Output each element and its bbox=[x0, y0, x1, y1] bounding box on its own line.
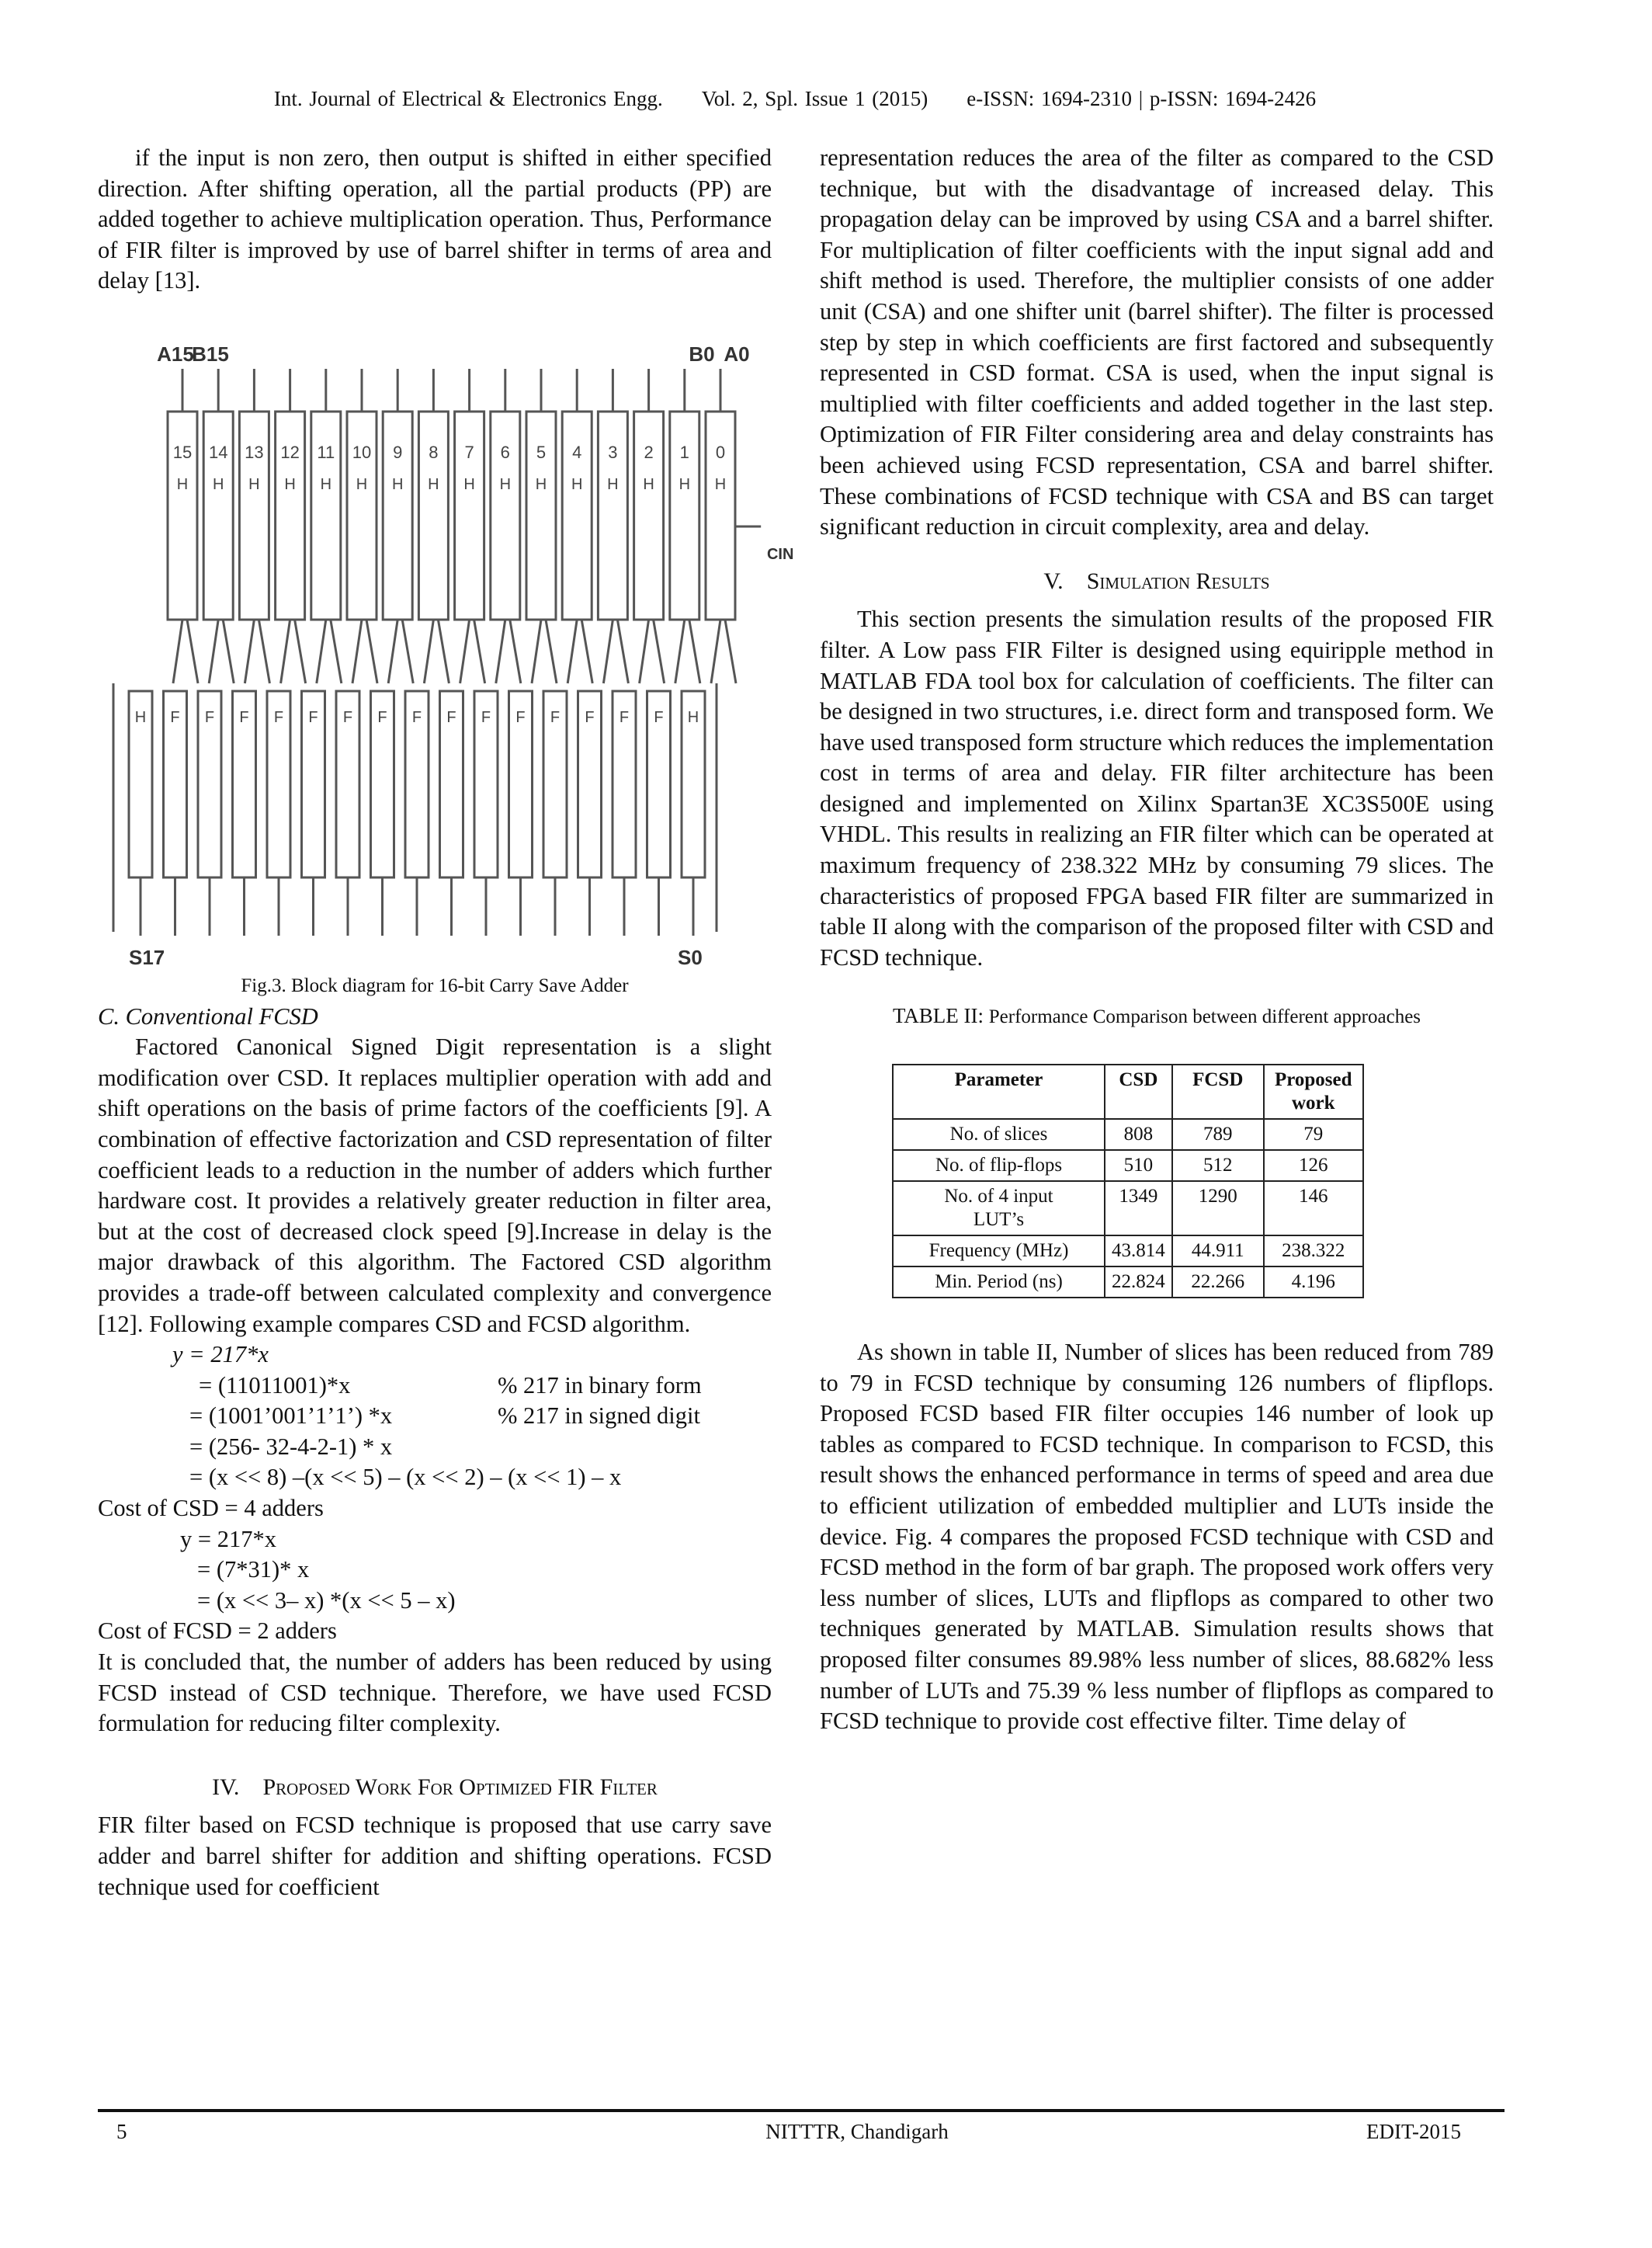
cell-type-label: H bbox=[391, 475, 404, 493]
example-equations bbox=[98, 1339, 772, 1647]
carry-line bbox=[317, 620, 326, 683]
table-cell: 126 bbox=[1264, 1150, 1363, 1181]
left-paragraph-4: FIR filter based on FCSD technique is proposed that use carry save adder and barrel shifter for addition and shifting operations. FCSD technique used for coefficient bbox=[98, 1812, 772, 1900]
eq-line-8: = (7*31)* x bbox=[197, 1556, 310, 1583]
table-cell: 4.196 bbox=[1264, 1266, 1363, 1298]
sum-line bbox=[223, 620, 234, 683]
journal-name: Int. Journal of Electrical & Electronics Engg. bbox=[273, 87, 663, 110]
carry-line bbox=[424, 620, 433, 683]
eq-line-4: = (256- 32-4-2-1) * x bbox=[189, 1433, 393, 1460]
carry-line bbox=[352, 620, 362, 683]
bit-index-label: 1 bbox=[679, 442, 689, 462]
bit-index-label: 12 bbox=[280, 442, 300, 462]
table-header: Parameter bbox=[893, 1065, 1105, 1119]
output-label-s0: S0 bbox=[678, 945, 703, 969]
output-label-s17: S17 bbox=[129, 945, 165, 969]
section-4-heading bbox=[98, 1772, 772, 1803]
left-paragraph-2: Factored Canonical Signed Digit representation is a slight modification over CSD. It replaces multiplier operation with add and shift operations on the basis of prime factors of the coefficients [9]. A combination of effective factorization and CSD representation of filter coefficient leads to a reduction in the number of adders which further hardware cost. It provides a relatively greater reduction in filter area, but at the cost of decreased clock speed [9].Increase in delay is the major drawback of this algorithm. The Factored CSD algorithm provides a trade-off between calculated complexity and convergence [12]. Following example compares CSD and FCSD algorithm. bbox=[98, 1034, 772, 1337]
sum-line bbox=[295, 620, 306, 683]
cell-type-label: F bbox=[308, 708, 318, 726]
left-column bbox=[98, 143, 794, 1902]
input-label-a0: A0 bbox=[724, 342, 750, 366]
footer-rule bbox=[98, 2109, 1504, 2112]
carry-line bbox=[532, 620, 541, 683]
cell-type-label: F bbox=[342, 708, 353, 726]
sum-line bbox=[546, 620, 557, 683]
cell-type-label: F bbox=[411, 708, 422, 726]
right-column bbox=[820, 143, 1494, 1737]
carry-save-adder-diagram bbox=[106, 334, 794, 986]
bit-index-label: 14 bbox=[208, 442, 228, 462]
section-5-number: V. bbox=[1043, 568, 1064, 594]
footer-institution: NITTTR, Chandigarh bbox=[765, 2120, 949, 2143]
cell-type-label: H bbox=[607, 475, 619, 493]
cell-type-label: H bbox=[248, 475, 260, 493]
table-cell: 1349 bbox=[1105, 1181, 1172, 1235]
table-cell: Min. Period (ns) bbox=[893, 1266, 1105, 1298]
eq-line-2: = (11011001)*x bbox=[199, 1371, 351, 1398]
table-row bbox=[893, 1150, 1363, 1181]
carry-in-label: CIN bbox=[766, 545, 794, 563]
sum-line bbox=[259, 620, 269, 683]
table-header-row bbox=[893, 1065, 1363, 1119]
carry-line bbox=[711, 620, 720, 683]
section-5-heading bbox=[820, 566, 1494, 597]
bit-index-label: 11 bbox=[317, 442, 335, 462]
cell-type-label: H bbox=[463, 475, 475, 493]
sum-line bbox=[725, 620, 736, 683]
bit-index-label: 8 bbox=[429, 442, 439, 462]
eq-line-1: y = 217*x bbox=[172, 1341, 269, 1368]
cell-type-label: H bbox=[499, 475, 512, 493]
cell-type-label: H bbox=[571, 475, 583, 493]
cell-type-label: H bbox=[428, 475, 439, 493]
bit-index-label: 10 bbox=[352, 442, 372, 462]
cell-type-label: H bbox=[535, 475, 547, 493]
cell-type-label: H bbox=[134, 708, 147, 726]
left-paragraph-1: if the input is non zero, then output is shifted in either specified direction. After shifting operation, all the partial products (PP) are added together to achieve multiplication operation. Thus, Performance of FIR filter is improved by use of barrel shifter in terms of area and delay [13]. bbox=[98, 144, 772, 294]
table-cell: No. of 4 input LUT’s bbox=[893, 1181, 1105, 1235]
table-cell: 79 bbox=[1264, 1119, 1363, 1150]
table-2-caption bbox=[820, 1001, 1494, 1033]
sum-line bbox=[689, 620, 700, 683]
table-cell: 1290 bbox=[1172, 1181, 1264, 1235]
input-label-a15: A15 bbox=[157, 342, 194, 366]
eq-line-5: = (x << 8) –(x << 5) – (x << 2) – (x << 1) – x bbox=[189, 1464, 622, 1491]
cell-type-label: H bbox=[678, 475, 691, 493]
carry-line bbox=[675, 620, 685, 683]
cell-type-label: H bbox=[212, 475, 224, 493]
table-cell: 789 bbox=[1172, 1119, 1264, 1150]
cell-type-label: H bbox=[687, 708, 699, 726]
input-label-b15: B15 bbox=[192, 342, 229, 366]
carry-line bbox=[496, 620, 505, 683]
right-paragraph-3: As shown in table II, Number of slices has been reduced from 789 to 79 in FCSD technique by consuming 126 numbers of flipflops. Proposed FCSD based FIR filter occupies 146 number of look up tables as compared to FCSD technique. In comparison to FCSD, this result shows the enhanced performance in terms of speed and area due to efficient utilization of embedded multiplier and LUTs inside the device. Fig. 4 compares the proposed FCSD technique with CSD and FCSD method in the form of bar graph. The proposed work offers very less number of slices, LUTs and flipflops as compared to other two techniques generated by MATLAB. Simulation results shows that proposed filter consumes 89.98% less number of slices, 88.682% less number of LUTs and 75.39 % less number of flipflops as compared to FCSD technique to provide cost effective filter. Time delay of bbox=[820, 1339, 1494, 1735]
cell-type-label: F bbox=[239, 708, 249, 726]
carry-line bbox=[388, 620, 397, 683]
bit-index-label: 0 bbox=[715, 442, 726, 462]
sum-line bbox=[510, 620, 521, 683]
figure-3-caption: Fig.3. Block diagram for 16-bit Carry Save Adder bbox=[241, 975, 629, 996]
performance-table bbox=[892, 1064, 1364, 1298]
table-cell: 512 bbox=[1172, 1150, 1264, 1181]
sum-line bbox=[402, 620, 413, 683]
subsection-heading-c: C. Conventional FCSD bbox=[98, 1002, 318, 1030]
bit-index-label: 2 bbox=[644, 442, 654, 462]
table-row bbox=[893, 1181, 1363, 1235]
journal-volume: Vol. 2, Spl. Issue 1 (2015) bbox=[701, 87, 928, 110]
eq-line-9: = (x << 3– x) *(x << 5 – x) bbox=[197, 1586, 456, 1614]
table-cell: 238.322 bbox=[1264, 1235, 1363, 1266]
carry-line bbox=[640, 620, 649, 683]
sum-line bbox=[617, 620, 628, 683]
eq-fcsd-cost: Cost of FCSD = 2 adders bbox=[98, 1617, 337, 1645]
table-header: CSD bbox=[1105, 1065, 1172, 1119]
table-cell: No. of slices bbox=[893, 1119, 1105, 1150]
table-row bbox=[893, 1266, 1363, 1298]
table-2-label: TABLE II: bbox=[892, 1004, 989, 1028]
cell-type-label: H bbox=[356, 475, 368, 493]
carry-line bbox=[281, 620, 290, 683]
left-paragraph-3: It is concluded that, the number of adders has been reduced by using FCSD instead of CSD technique. Therefore, we have used FCSD formulation for reducing filter complexity. bbox=[98, 1649, 772, 1737]
right-paragraph-2: This section presents the simulation results of the proposed FIR filter. A Low pass FIR Filter is designed using equiripple method in MATLAB FDA tool box for calculation of coefficients. The filter can be designed in two structures, i.e. direct form and transposed form. We have used transposed form structure which reduces the implementation cost in terms of area and delay. FIR filter architecture has been designed and implemented on Xilinx Spartan3E XC3S500E using VHDL. This results in realizing an FIR filter which can be operated at maximum frequency of 238.322 MHz by consuming 79 slices. The characteristics of proposed FPGA based FIR filter are summarized in table II along with the comparison of the proposed filter with CSD and FCSD technique. bbox=[820, 606, 1494, 971]
bit-index-label: 6 bbox=[500, 442, 510, 462]
cell-type-label: F bbox=[585, 708, 595, 726]
cell-type-label: F bbox=[515, 708, 526, 726]
table-row bbox=[893, 1119, 1363, 1150]
input-label-b0: B0 bbox=[689, 342, 715, 366]
carry-line bbox=[245, 620, 254, 683]
carry-line bbox=[567, 620, 577, 683]
cell-type-label: H bbox=[176, 475, 189, 493]
cell-type-label: H bbox=[643, 475, 654, 493]
table-cell: 146 bbox=[1264, 1181, 1363, 1235]
sum-line bbox=[438, 620, 449, 683]
table-2-title: Performance Comparison between different approaches bbox=[988, 1006, 1421, 1028]
eq-line-2-comment: % 217 in binary form bbox=[498, 1371, 702, 1398]
running-header bbox=[0, 87, 1590, 111]
cell-type-label: F bbox=[550, 708, 560, 726]
eq-line-3-comment: % 217 in signed digit bbox=[498, 1402, 700, 1430]
eq-line-7: y = 217*x bbox=[180, 1525, 276, 1552]
table-cell: 43.814 bbox=[1105, 1235, 1172, 1266]
bit-index-label: 7 bbox=[464, 442, 474, 462]
bit-index-label: 13 bbox=[245, 442, 264, 462]
sum-line bbox=[581, 620, 592, 683]
eq-csd-cost: Cost of CSD = 4 adders bbox=[98, 1495, 324, 1522]
table-cell: 22.266 bbox=[1172, 1266, 1264, 1298]
right-paragraph-1: representation reduces the area of the filter as compared to the CSD technique, but with the disadvantage of increased delay. This propagation delay can be improved by using CSA and a barrel shifter. For multiplication of filter coefficients with the input signal add and shift method is used. Therefore, the multiplier consists of one adder unit (CSA) and one shifter unit (barrel shifter). The filter is processed step by step in which coefficients are first factored and subsequently represented in CSD format. CSA is used, when the input signal is multiplied with filter coefficients and added together in the last step. Optimization of FIR Filter considering area and delay constraints has been achieved using FCSD representation, CSA and barrel shifter. These combinations of FCSD technique with CSA and BS can target significant reduction in circuit complexity, area and delay. bbox=[820, 144, 1494, 540]
cell-type-label: H bbox=[284, 475, 296, 493]
eq-line-3: = (1001’001’1’1’) *x bbox=[189, 1402, 393, 1430]
cell-type-label: H bbox=[320, 475, 332, 493]
table-cell: 44.911 bbox=[1172, 1235, 1264, 1266]
cell-type-label: H bbox=[714, 475, 727, 493]
footer-event: EDIT-2015 bbox=[1366, 2120, 1461, 2143]
cell-type-label: F bbox=[377, 708, 387, 726]
cell-type-label: F bbox=[170, 708, 180, 726]
table-header: FCSD bbox=[1172, 1065, 1264, 1119]
bit-index-label: 15 bbox=[172, 442, 193, 462]
bit-index-label: 5 bbox=[536, 442, 547, 462]
cell-type-label: F bbox=[204, 708, 215, 726]
sum-line bbox=[474, 620, 485, 683]
table-cell: Frequency (MHz) bbox=[893, 1235, 1105, 1266]
table-cell: 808 bbox=[1105, 1119, 1172, 1150]
table-cell: No. of flip-flops bbox=[893, 1150, 1105, 1181]
sum-line bbox=[331, 620, 342, 683]
bit-index-label: 3 bbox=[608, 442, 618, 462]
bit-index-label: 9 bbox=[393, 442, 403, 462]
table-cell: 510 bbox=[1105, 1150, 1172, 1181]
cell-type-label: F bbox=[446, 708, 456, 726]
table-cell: 22.824 bbox=[1105, 1266, 1172, 1298]
section-5-title: Simulation Results bbox=[1086, 568, 1270, 594]
carry-line bbox=[209, 620, 218, 683]
sum-line bbox=[187, 620, 198, 683]
page-number: 5 bbox=[116, 2120, 127, 2143]
bit-index-label: 4 bbox=[572, 442, 582, 462]
section-4-number: IV. bbox=[212, 1774, 240, 1800]
carry-line bbox=[460, 620, 470, 683]
cell-type-label: F bbox=[654, 708, 664, 726]
table-row bbox=[893, 1235, 1363, 1266]
figure-3 bbox=[98, 334, 794, 1017]
journal-issn: e-ISSN: 1694-2310 | p-ISSN: 1694-2426 bbox=[967, 87, 1317, 110]
cell-type-label: F bbox=[619, 708, 630, 726]
sum-line bbox=[366, 620, 377, 683]
carry-line bbox=[603, 620, 613, 683]
cell-type-label: F bbox=[273, 708, 284, 726]
carry-line bbox=[173, 620, 182, 683]
cell-type-label: F bbox=[481, 708, 491, 726]
section-4-title: Proposed Work For Optimized FIR Filter bbox=[262, 1774, 658, 1800]
table-header: Proposed work bbox=[1264, 1065, 1363, 1119]
sum-line bbox=[654, 620, 665, 683]
